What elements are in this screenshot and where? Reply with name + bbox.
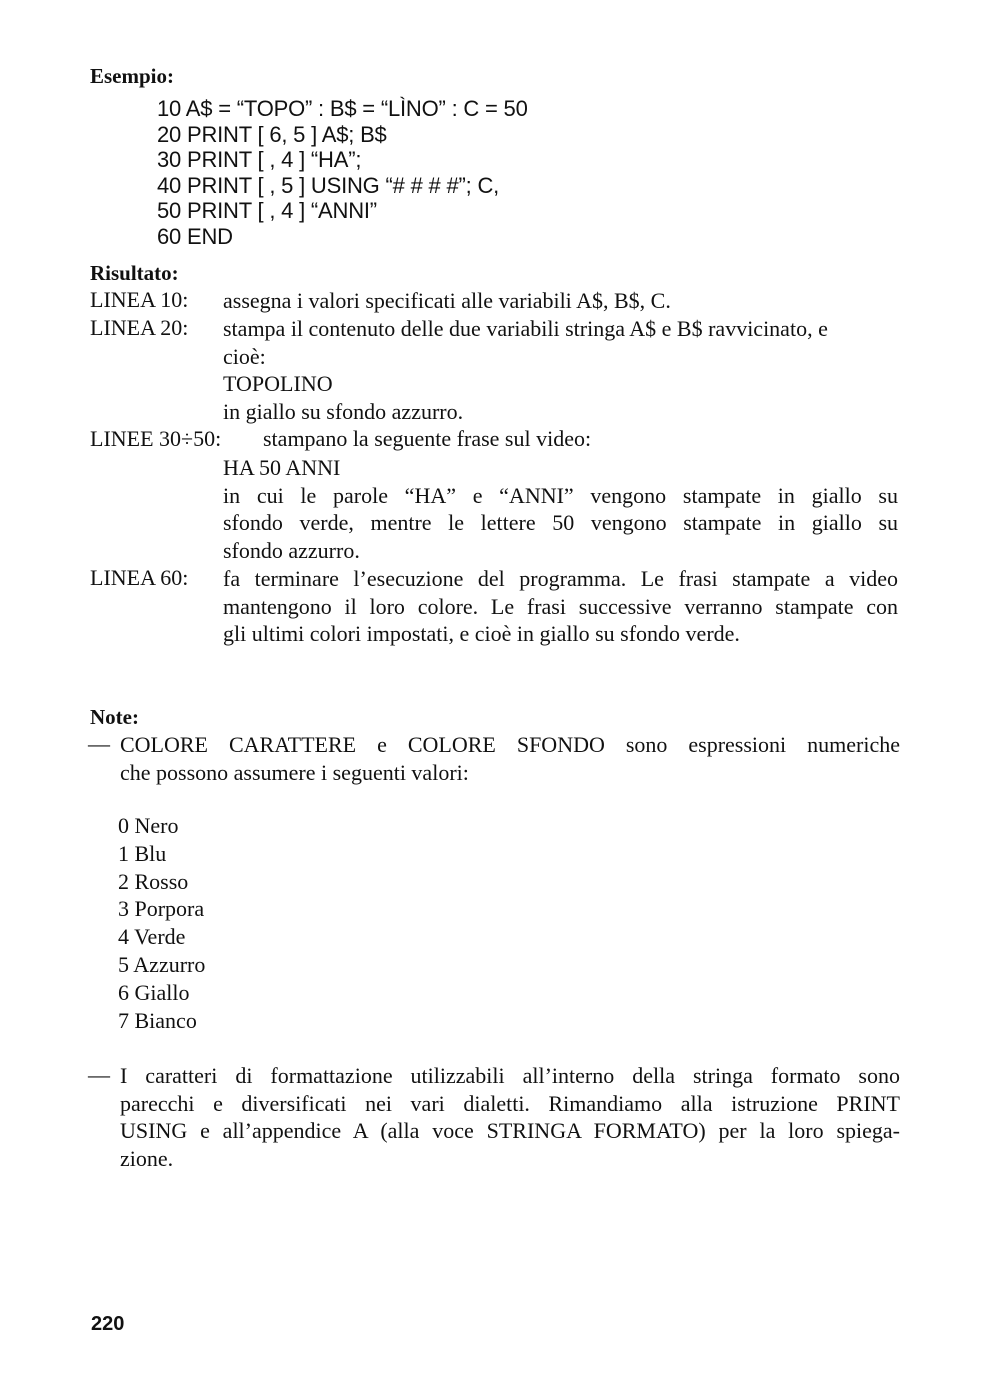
page-number: 220 xyxy=(91,1313,125,1335)
result-heading: Risultato: xyxy=(90,261,179,285)
list-item: 2 Rosso xyxy=(118,868,189,894)
line-label: LINEA 20: xyxy=(90,315,189,340)
code-line: 20 PRINT [ 6, 5 ] A$; B$ xyxy=(157,121,387,147)
note-line: COLORE CARATTERE e COLORE SFONDO sono espressioni numeriche xyxy=(120,732,900,757)
note-line: I caratteri di formattazione utilizzabili all’interno della stringa formato sono xyxy=(120,1063,900,1088)
description-line: cioè: xyxy=(223,343,266,369)
description-line: in cui le parole “HA” e “ANNI” vengono stampate in giallo su xyxy=(223,482,898,508)
note-dash: — xyxy=(88,1062,110,1087)
line-description xyxy=(223,454,898,564)
line-description xyxy=(223,315,898,425)
color-list xyxy=(118,812,205,1034)
note-line: parecchi e diversificati nei vari dialetti. Rimandiamo alla istruzione PRINT xyxy=(120,1090,900,1116)
description-line: sfondo verde, mentre le lettere 50 vengono stampate in giallo su xyxy=(223,510,898,536)
description-line: in giallo su sfondo azzurro. xyxy=(223,398,464,424)
description-line: HA 50 ANNI xyxy=(223,455,341,480)
description-line: stampano la seguente frase sul video: xyxy=(263,426,592,451)
list-item: 3 Porpora xyxy=(118,896,205,922)
code-line: 10 A$ = “TOPO” : B$ = “LÌNO” : C = 50 xyxy=(157,96,528,121)
example-heading: Esempio: xyxy=(90,64,174,88)
description-line: mantengono il loro colore. Le frasi successive verranno stampate con xyxy=(223,593,898,619)
description-line: TOPOLINO xyxy=(223,371,333,397)
code-listing xyxy=(157,96,528,249)
note-paragraph xyxy=(120,1062,900,1172)
note-line: USING e all’appendice A (alla voce STRINGA FORMATO) per la loro spiega- xyxy=(120,1118,900,1144)
description-line: stampa il contenuto delle due variabili stringa A$ e B$ ravvicinato, e xyxy=(223,316,828,341)
list-item: 7 Bianco xyxy=(118,1007,197,1033)
code-line: 60 END xyxy=(157,223,233,249)
description-line: gli ultimi colori impostati, e cioè in giallo su sfondo verde. xyxy=(223,621,740,647)
line-label: LINEA 60: xyxy=(90,565,189,590)
code-line: 50 PRINT [ , 4 ] “ANNI” xyxy=(157,198,377,223)
line-description xyxy=(223,287,898,315)
description-line: assegna i valori specificati alle variabili A$, B$, C. xyxy=(223,288,671,313)
list-item: 4 Verde xyxy=(118,924,186,950)
list-item: 0 Nero xyxy=(118,813,179,838)
note-dash: — xyxy=(88,731,110,756)
note-line: zione. xyxy=(120,1145,174,1171)
code-line: 30 PRINT [ , 4 ] “HA”; xyxy=(157,147,362,172)
list-item: 6 Giallo xyxy=(118,979,190,1005)
list-item: 1 Blu xyxy=(118,840,167,866)
description-line: sfondo azzurro. xyxy=(223,537,360,563)
notes-heading: Note: xyxy=(90,705,139,729)
list-item: 5 Azzurro xyxy=(118,951,206,977)
line-label: LINEA 10: xyxy=(90,287,189,312)
note-paragraph xyxy=(120,731,900,786)
code-line: 40 PRINT [ , 5 ] USING “# # # #”; C, xyxy=(157,172,500,198)
line-description xyxy=(223,565,898,648)
line-label: LINEE 30÷50: xyxy=(90,426,222,451)
description-line: fa terminare l’esecuzione del programma. Le frasi stampate a video xyxy=(223,566,898,591)
note-line: che possono assumere i seguenti valori: xyxy=(120,759,469,785)
